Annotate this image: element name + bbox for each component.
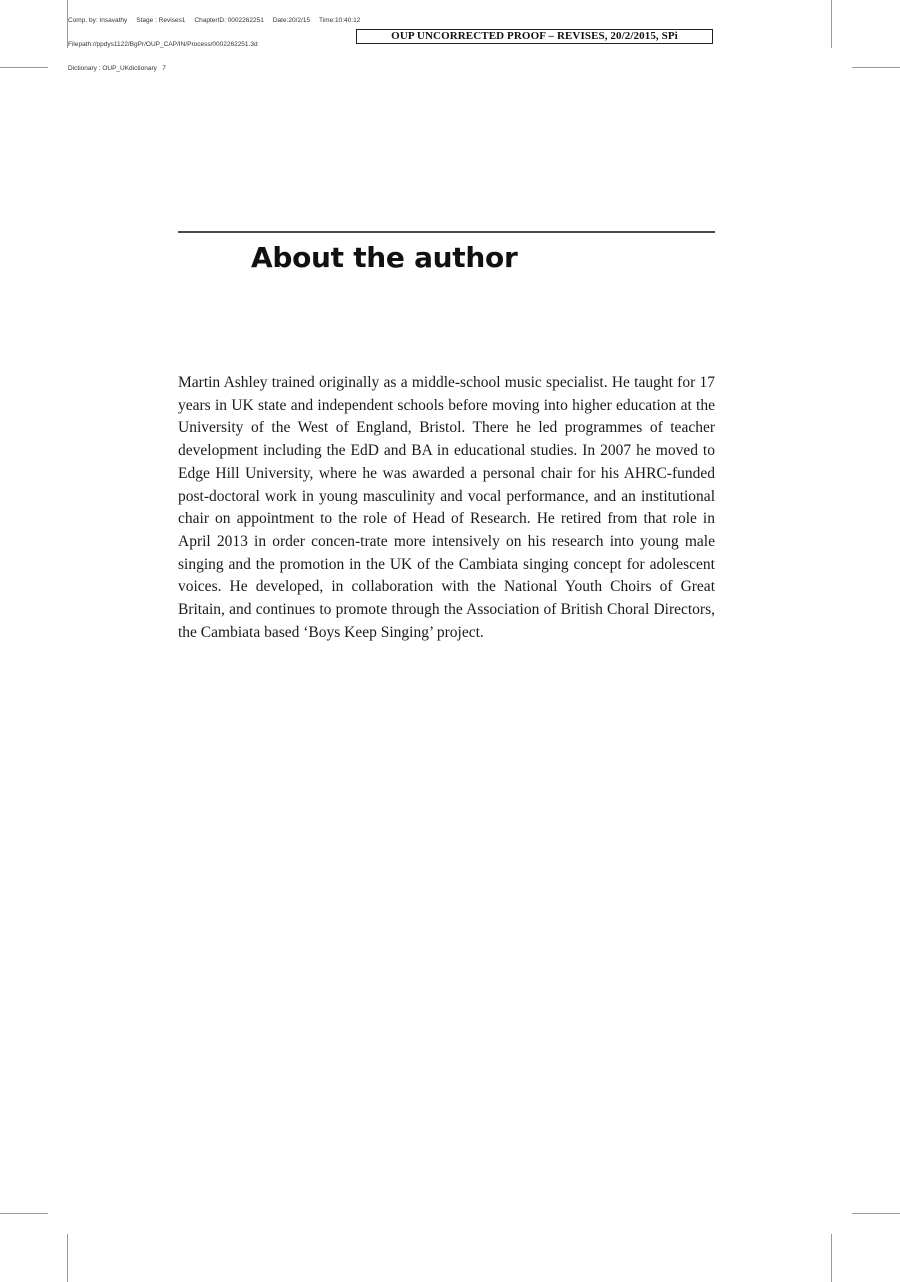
author-bio: Martin Ashley trained originally as a middle-school music specialist. He taught for 17 years in UK state and independent schools before moving into higher education at the University of the West of England, Bristol. There he led programmes of teacher development including the EdD and BA in educational studies. In 2007 he moved to Edge Hill University, where he was awarded a personal chair for his AHRC-funded post-doctoral work in young masculinity and vocal performance, and an institutional chair on appointment to the role of Head of Research. He retired from that role in April 2013 in order concen-trate more intensively on his research into young male singing and the promotion in the UK of the Cambiata singing concept for adolescent voices. He developed, in collaboration with the National Youth Choirs of Great Britain, and continues to promote through the Association of British Choral Directors, the Cambiata based ‘Boys Keep Singing’ project. <box>178 374 715 641</box>
proof-metadata-line: Filepath://ppdys1122/BgPr/OUP_CAP/IN/Process/0002262251.3d <box>68 41 258 48</box>
crop-mark <box>852 1213 900 1214</box>
title-rule <box>178 231 715 233</box>
crop-mark <box>67 0 68 48</box>
proof-stamp: OUP UNCORRECTED PROOF – REVISES, 20/2/2015, SPi <box>356 29 713 44</box>
crop-mark <box>0 1213 48 1214</box>
proof-metadata-line: Comp. by: Insavathy Stage : Revises1 ChapterID: 0002262251 Date:20/2/15 Time:10:40:12 <box>68 17 361 24</box>
proof-metadata-line: Dictionary : OUP_UKdictionary 7 <box>68 65 166 72</box>
crop-mark <box>0 67 48 68</box>
crop-mark <box>831 0 832 48</box>
crop-mark <box>67 1234 68 1282</box>
page-title: About the author <box>251 241 518 274</box>
crop-mark <box>831 1234 832 1282</box>
crop-mark <box>852 67 900 68</box>
proof-metadata <box>68 1 360 81</box>
